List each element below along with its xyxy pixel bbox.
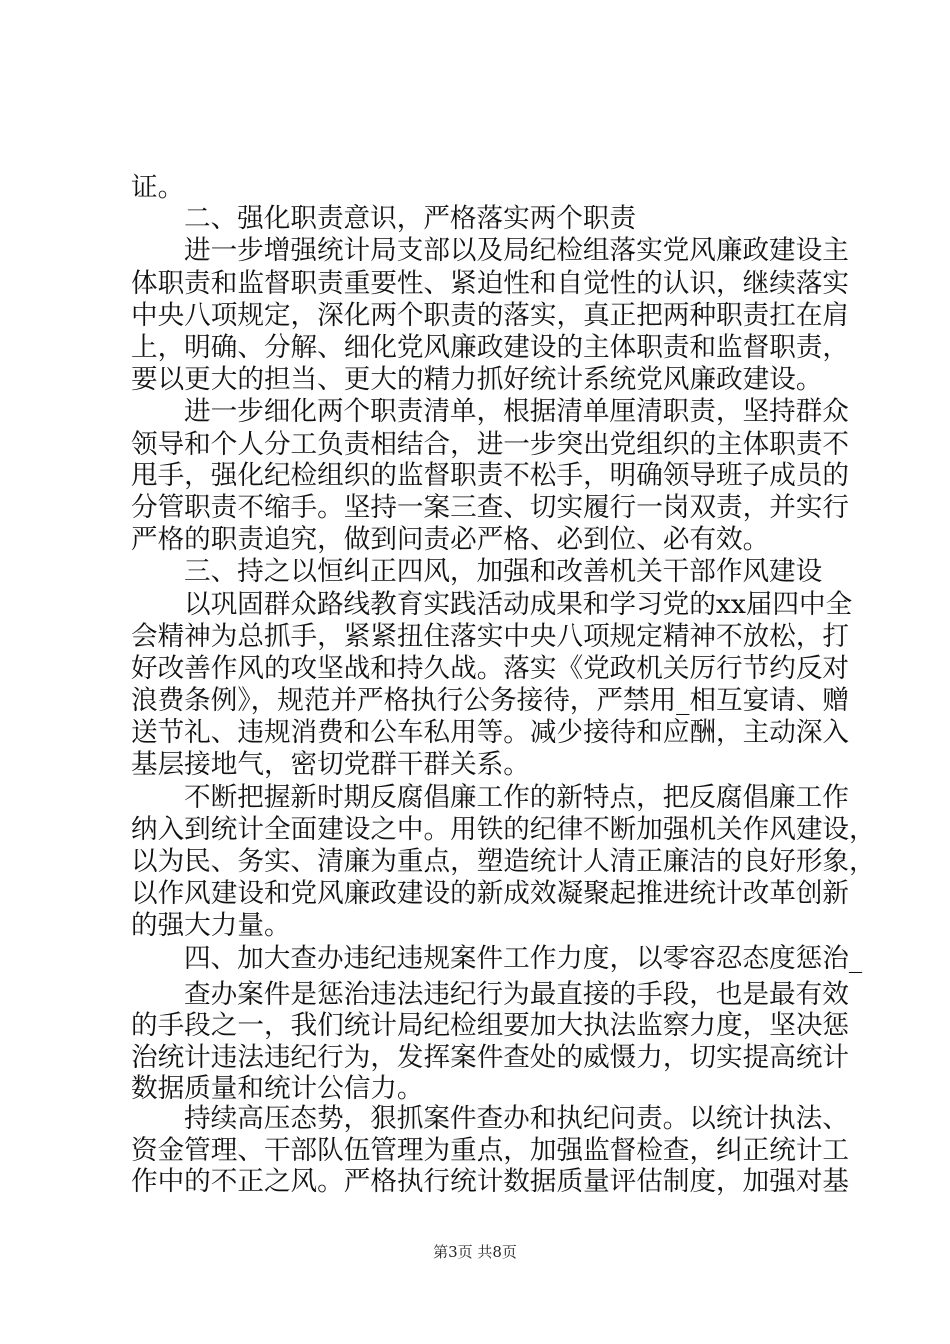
section-heading: 二、强化职责意识，严格落实两个职责 bbox=[184, 203, 637, 234]
paragraph-line: 严格的职责追究，做到问责必严格、必到位、必有效。 bbox=[131, 524, 770, 555]
paragraph-line: 要以更大的担当、更大的精力抓好统计系统党风廉政建设。 bbox=[131, 364, 823, 395]
section-heading: 四、加大查办违纪违规案件工作力度，以零容忍态度惩治_ bbox=[184, 943, 863, 974]
paragraph-line: 基层接地气，密切党群干群关系。 bbox=[131, 749, 530, 780]
paragraph-line: 治统计违法违纪行为，发挥案件查处的威慑力，切实提高统计 bbox=[131, 1042, 850, 1073]
paragraph-line: 数据质量和统计公信力。 bbox=[131, 1073, 424, 1104]
paragraph-line: 的手段之一，我们统计局纪检组要加大执法监察力度，坚决惩 bbox=[131, 1010, 850, 1041]
paragraph-line: 甩手，强化纪检组织的监督职责不松手，明确领导班子成员的 bbox=[131, 460, 850, 491]
paragraph-line: 送节礼、违规消费和公车私用等。减少接待和应酬，主动深入 bbox=[131, 717, 850, 748]
paragraph-line: 不断把握新时期反腐倡廉工作的新特点，把反腐倡廉工作 bbox=[184, 782, 849, 813]
section-heading: 三、持之以恒纠正四风，加强和改善机关干部作风建设 bbox=[184, 556, 823, 587]
paragraph-line: 以巩固群众路线教育实践活动成果和学习党的xx届四中全 bbox=[184, 589, 853, 620]
paragraph-line: 资金管理、干部队伍管理为重点，加强监督检查，纠正统计工 bbox=[131, 1135, 850, 1166]
paragraph-line: 纳入到统计全面建设之中。用铁的纪律不断加强机关作风建设， bbox=[131, 814, 876, 845]
paragraph-line: 好改善作风的攻坚战和持久战。落实《党政机关厉行节约反对 bbox=[131, 653, 850, 684]
paragraph-line: 中央八项规定，深化两个职责的落实，真正把两种职责扛在肩 bbox=[131, 300, 850, 331]
paragraph-line: 分管职责不缩手。坚持一案三查、切实履行一岗双责，并实行 bbox=[131, 492, 850, 523]
paragraph-line: 的强大力量。 bbox=[131, 910, 291, 941]
paragraph-line: 以作风建设和党风廉政建设的新成效凝聚起推进统计改革创新 bbox=[131, 878, 850, 909]
paragraph-line: 证。 bbox=[131, 172, 185, 203]
paragraph-line: 持续高压态势，狠抓案件查办和执纪问责。以统计执法、 bbox=[184, 1103, 849, 1134]
paragraph-line: 上，明确、分解、细化党风廉政建设的主体职责和监督职责， bbox=[131, 332, 850, 363]
paragraph-line: 查办案件是惩治违法违纪行为最直接的手段，也是最有效 bbox=[184, 979, 849, 1010]
page-number: 第3页 共8页 bbox=[433, 1243, 517, 1261]
paragraph-line: 进一步细化两个职责清单，根据清单厘清职责，坚持群众 bbox=[184, 396, 849, 427]
paragraph-line: 领导和个人分工负责相结合，进一步突出党组织的主体职责不 bbox=[131, 429, 850, 460]
paragraph-line: 作中的不正之风。严格执行统计数据质量评估制度，加强对基 bbox=[131, 1166, 850, 1197]
paragraph-line: 以为民、务实、清廉为重点，塑造统计人清正廉洁的良好形象， bbox=[131, 846, 876, 877]
paragraph-line: 进一步增强统计局支部以及局纪检组落实党风廉政建设主 bbox=[184, 235, 849, 266]
paragraph-line: 浪费条例》，规范并严格执行公务接待，严禁用_相互宴请、赠 bbox=[131, 685, 850, 716]
paragraph-line: 体职责和监督职责重要性、紧迫性和自觉性的认识，继续落实 bbox=[131, 268, 850, 299]
paragraph-line: 会精神为总抓手，紧紧扭住落实中央八项规定精神不放松，打 bbox=[131, 621, 850, 652]
